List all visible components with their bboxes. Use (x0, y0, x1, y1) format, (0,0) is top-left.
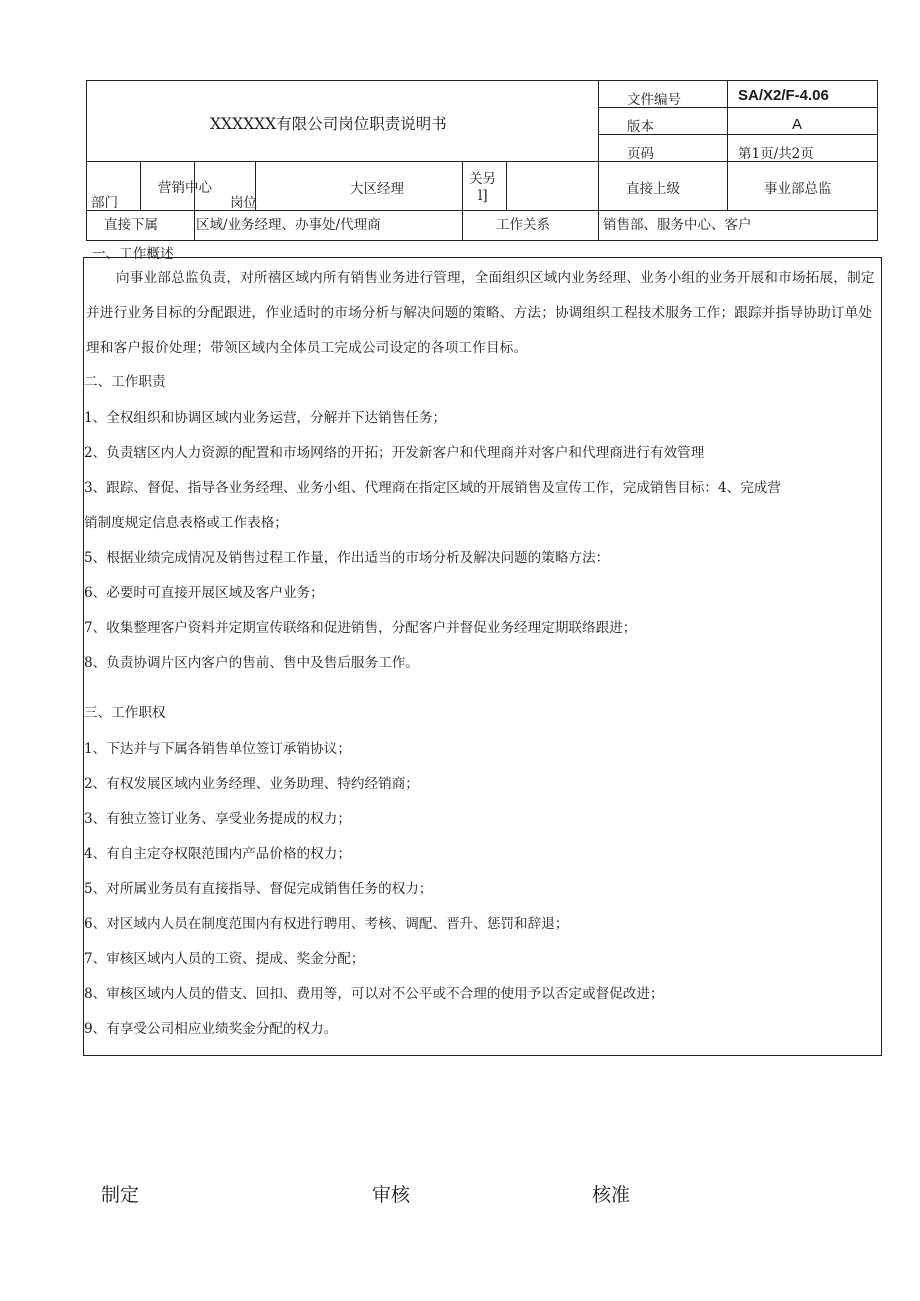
signature-made: 制定 (101, 1184, 140, 1206)
duty-item: 5、根据业绩完成情况及销售过程工作量，作出适当的市场分析及解决问题的策略方法： (84, 550, 610, 566)
subordinate-label: 直接下属 (104, 217, 158, 233)
authority-item: 4、有自主定夺权限范围内产品价格的权力； (84, 846, 351, 862)
duty-item: 8、负责协调片区内客户的售前、售中及售后服务工作。 (84, 655, 419, 671)
page-value: 第1页/共2页 (738, 146, 814, 162)
signature-approved: 核准 (592, 1184, 631, 1206)
relation-value: 销售部、服务中心、客户 (603, 217, 752, 233)
superior-value: 事业部总监 (764, 181, 832, 197)
position-label: 岗位 (230, 195, 257, 211)
section-title-authority: 三、工作职权 (84, 705, 166, 721)
authority-item: 9、有享受公司相应业绩奖金分配的权力。 (84, 1021, 338, 1037)
authority-item: 1、下达并与下属各销售单位签订承销协议； (84, 741, 351, 757)
signature-reviewed: 审核 (372, 1184, 411, 1206)
duty-item: 1、全权组织和协调区域内业务运营，分解并下达销售任务； (84, 410, 447, 426)
position-value: 大区经理 (350, 181, 404, 197)
dept-label: 部门 (91, 195, 118, 211)
duty-item: 7、收集整理客户资料并定期宣传联络和促进销售，分配客户并督促业务经理定期联络跟进； (84, 620, 637, 636)
duty-item: 3、跟踪、督促、指导各业务经理、业务小组、代理商在指定区域的开展销售及宣传工作，完成销售目标：4、完成营 (84, 480, 781, 496)
grade-label-bottom: l] (478, 188, 488, 204)
duty-item: 销制度规定信息表格或工作表格； (84, 515, 288, 531)
section-title-duties: 二、工作职责 (84, 374, 166, 390)
superior-label: 直接上级 (626, 181, 680, 197)
version-label: 版本 (627, 119, 654, 135)
authority-item: 6、对区域内人员在制度范围内有权进行聘用、考核、调配、晋升、惩罚和辞退； (84, 916, 569, 932)
section-title-overview: 一、工作概述 (92, 246, 174, 262)
authority-item: 8、审核区域内人员的借支、回扣、费用等，可以对不公平或不合理的使用予以否定或督促改进； (84, 986, 664, 1002)
overview-paragraph: 向事业部总监负责，对所禧区域内所有销售业务进行管理，全面组织区域内业务经理、业务小组的业务开展和市场拓展，制定并进行业务目标的分配跟进，作业适时的市场分析与解决问题的策略、方法；协调组织工程技术服务工作；跟踪并指导协助订单处理和客户报价处理；带领区域内全体员工完成公司设定的各项工作目标。 (86, 270, 875, 356)
authority-item: 3、有独立签订业务、享受业务提成的权力； (84, 811, 351, 827)
file-no-label: 文件编号 (627, 92, 681, 108)
dept-value: 营销中心 (158, 180, 212, 196)
authority-item: 7、审核区域内人员的工资、提成、奖金分配； (84, 951, 365, 967)
duty-item: 2、负责辖区内人力资源的配置和市场网络的开拓；开发新客户和代理商并对客户和代理商进行有效管理 (84, 445, 705, 461)
grade-label-top: 关另 (469, 171, 496, 187)
version-value: A (792, 116, 803, 133)
authority-item: 5、对所属业务员有直接指导、督促完成销售任务的权力； (84, 881, 433, 897)
file-no-value: SA/X2/F-4.06 (738, 87, 829, 104)
authority-item: 2、有权发展区域内业务经理、业务助理、特约经销商； (84, 776, 419, 792)
page-label: 页码 (627, 146, 654, 162)
page-title: XXXXXX有限公司岗位职责说明书 (210, 115, 447, 133)
duty-item: 6、必要时可直接开展区域及客户业务； (84, 585, 324, 601)
subordinate-value: 区域/业务经理、办事处/代理商 (196, 217, 381, 233)
relation-label: 工作关系 (496, 217, 550, 233)
